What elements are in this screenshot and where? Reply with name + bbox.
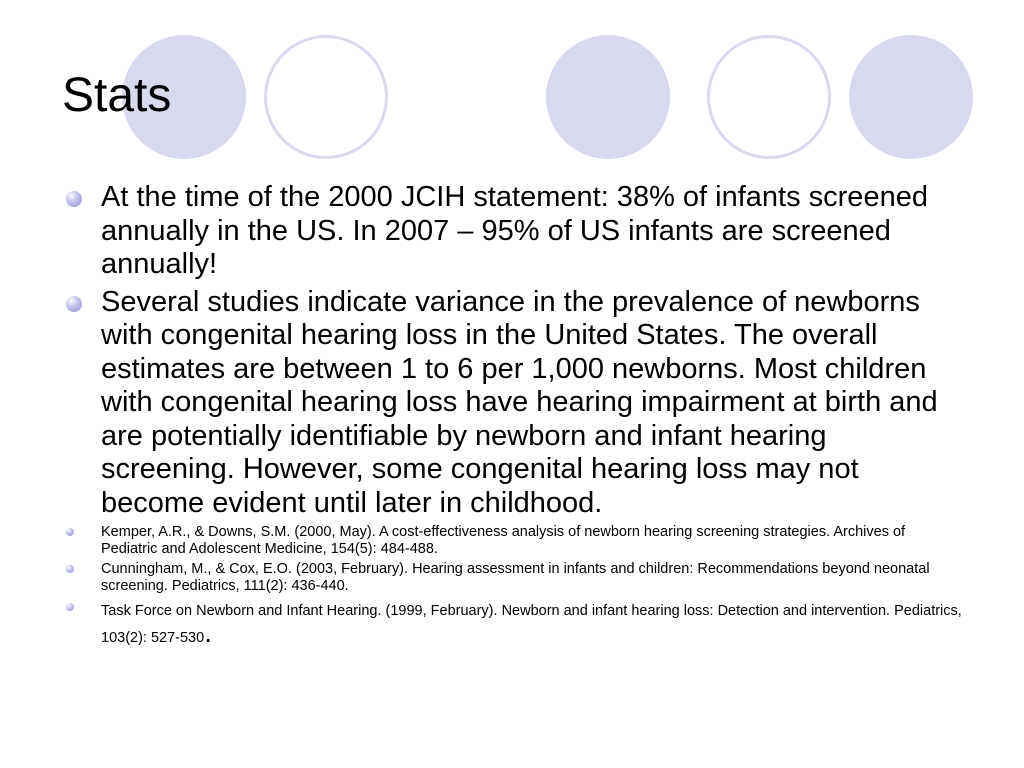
reference-end-period: . <box>204 617 212 648</box>
slide-title: Stats <box>62 69 172 122</box>
reference-text: Cunningham, M., & Cox, E.O. (2003, February). Hearing assessment in infants and children: Recommendations beyond neonatal screening. Pediatrics, 111(2): 436-440. <box>101 561 930 594</box>
slide-body <box>64 181 964 656</box>
bullet-dot-icon <box>66 528 74 536</box>
reference-item <box>64 524 964 557</box>
reference-item <box>64 598 964 652</box>
reference-item <box>64 561 964 594</box>
decorative-circle-outlined-1 <box>264 35 388 159</box>
decorative-circle-filled-2 <box>546 35 670 159</box>
reference-text: Kemper, A.R., & Downs, S.M. (2000, May). A cost-effectiveness analysis of newborn hearing screening strategies. Archives of Pediatric and Adolescent Medicine, 154(5): 484-488. <box>101 524 906 557</box>
decorative-circle-outlined-2 <box>707 35 831 159</box>
bullet-text: Several studies indicate variance in the prevalence of newborns with congenital hearing loss in the United States. The overall estimates are between 1 to 6 per 1,000 newborns. Most children with congenital hearing loss have hearing impairment at birth and are potentially identifiable by newborn and infant hearing screening. However, some congenital hearing loss may not become evident until later in childhood. <box>101 285 938 519</box>
bullet-dot-icon <box>66 191 82 207</box>
bullet-item <box>64 181 964 282</box>
bullet-text: At the time of the 2000 JCIH statement: 38% of infants screened annually in the US. In 2007 – 95% of US infants are screened annually! <box>101 181 928 280</box>
bullet-item <box>64 286 964 521</box>
bullet-dot-icon <box>66 565 74 573</box>
bullet-dot-icon <box>66 296 82 312</box>
decorative-circle-filled-3 <box>849 35 973 159</box>
reference-text: Task Force on Newborn and Infant Hearing. (1999, February). Newborn and infant hearing loss: Detection and intervention. Pediatrics, 103(2): 527-530 <box>101 603 962 646</box>
bullet-dot-icon <box>66 603 74 611</box>
